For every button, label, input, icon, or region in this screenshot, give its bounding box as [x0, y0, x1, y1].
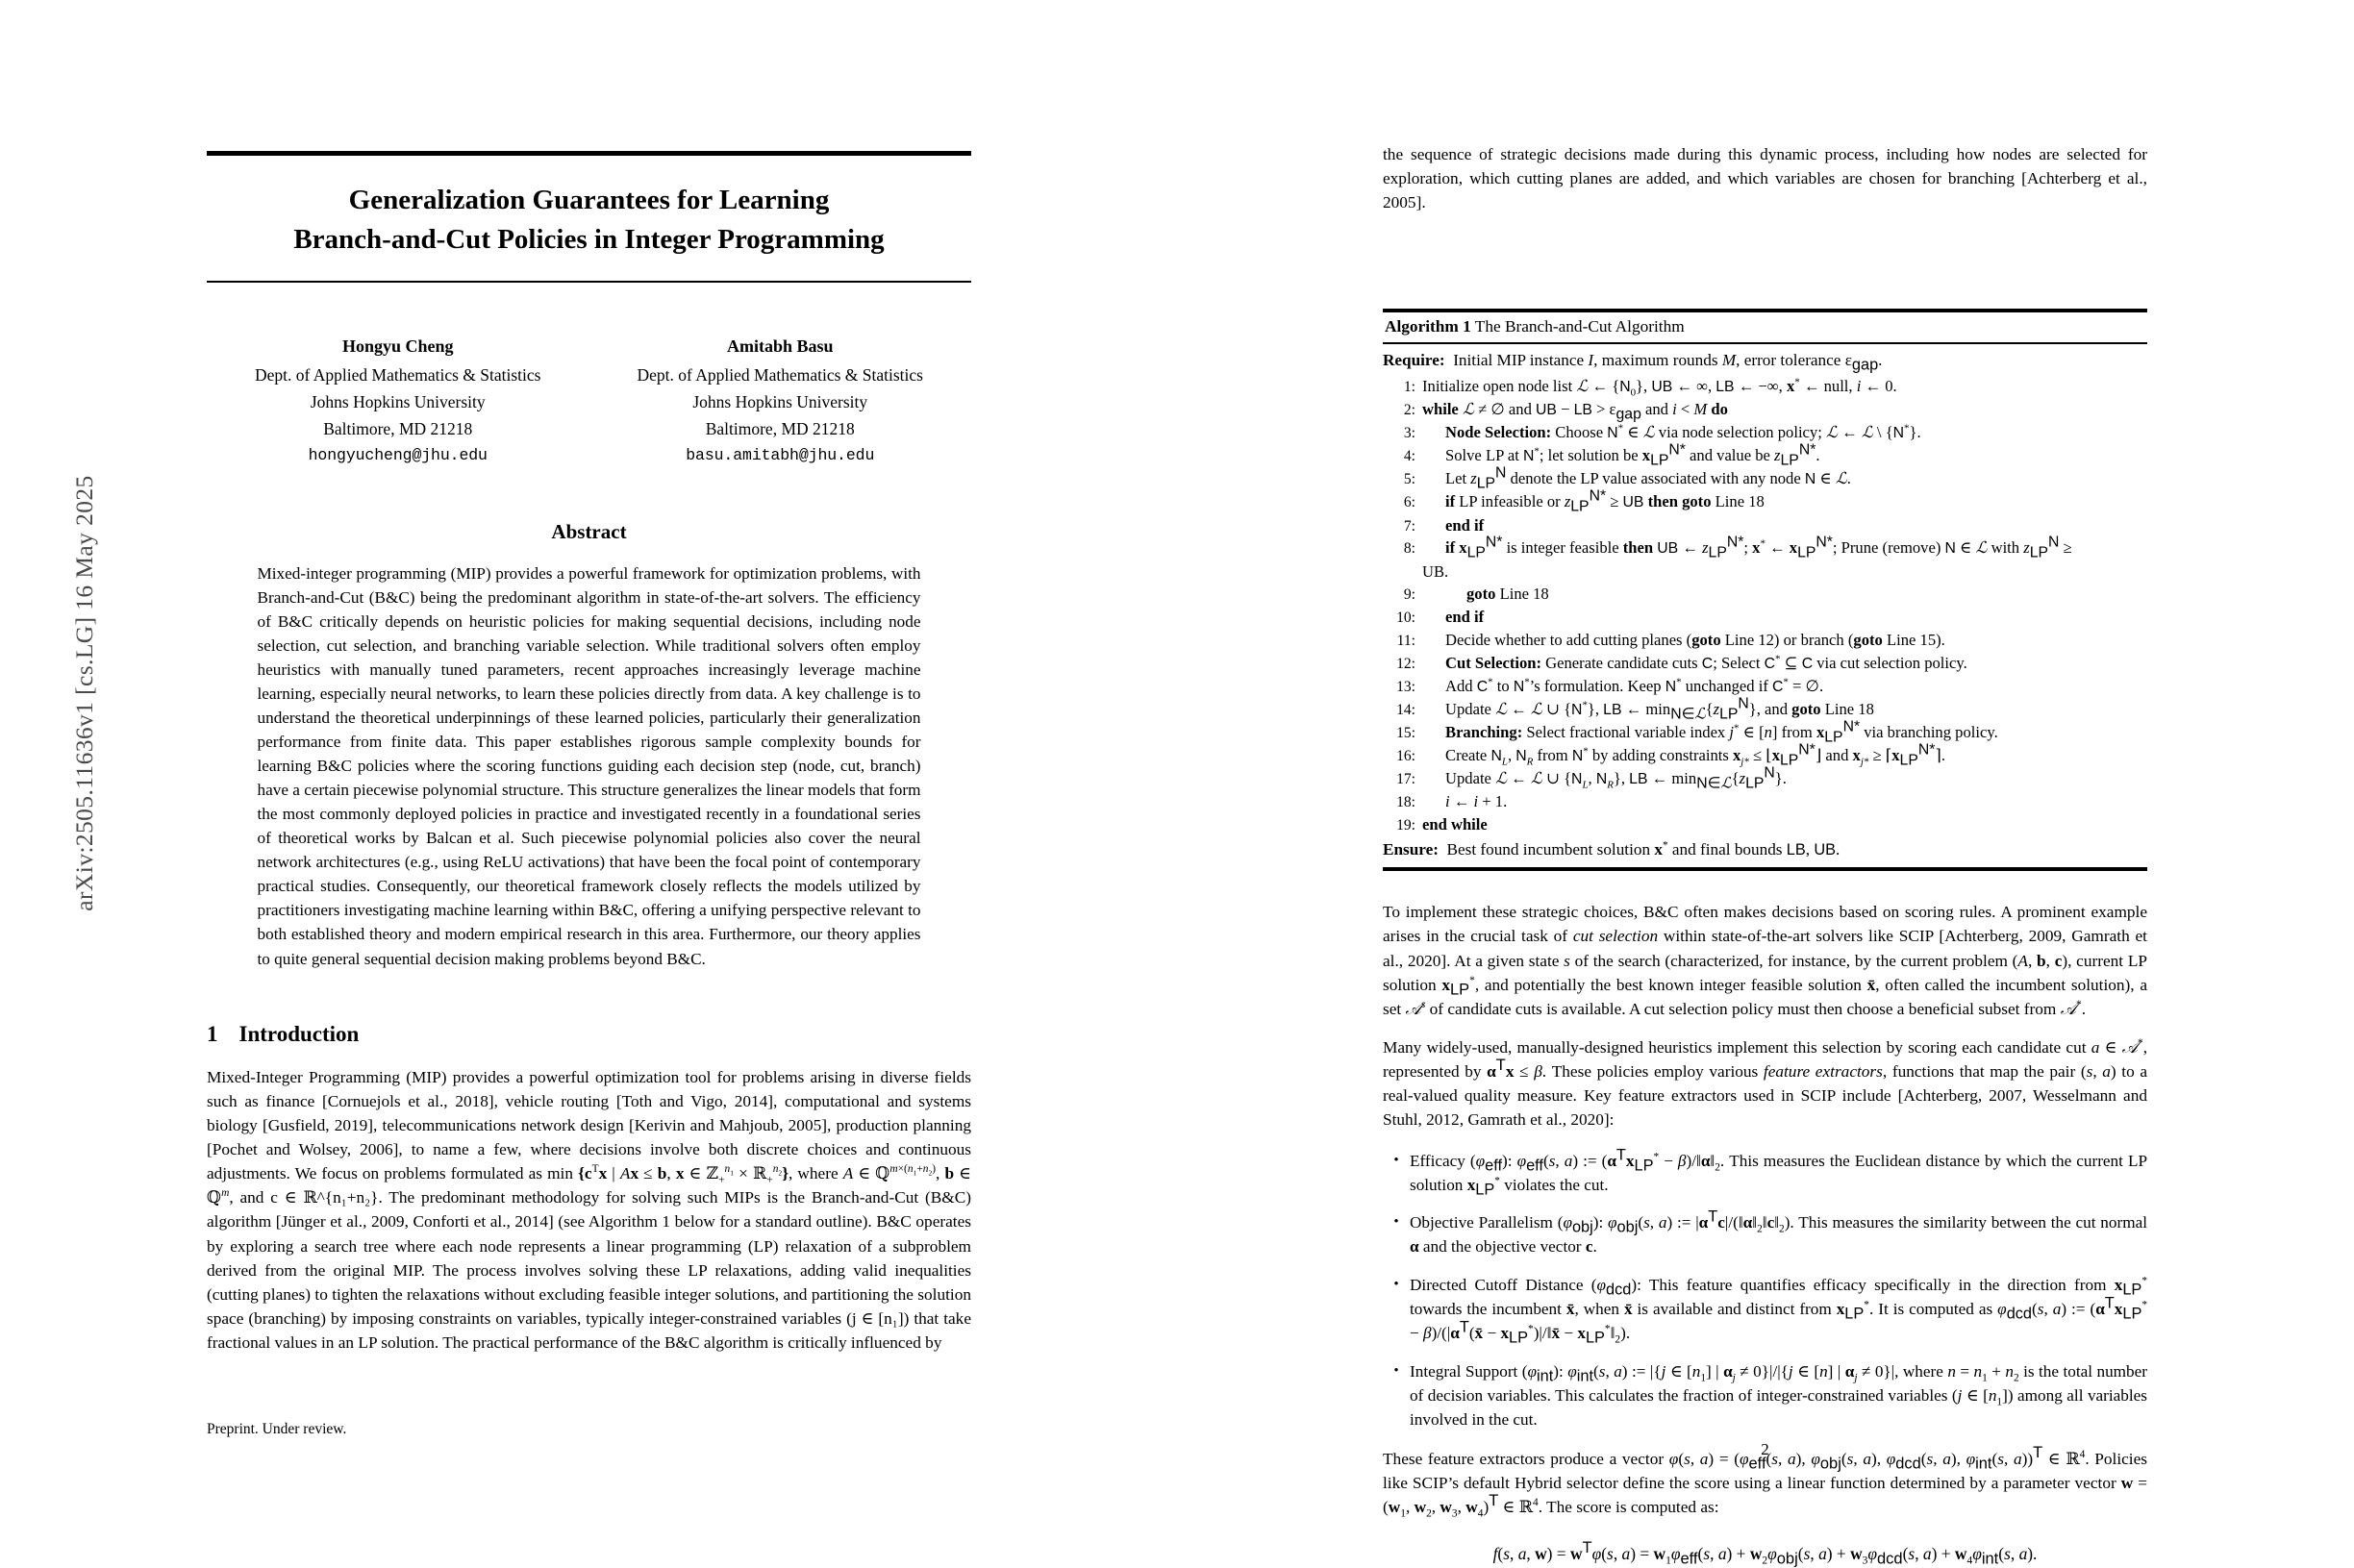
title-rule-bottom — [207, 281, 971, 283]
line-text: end if — [1445, 515, 1485, 535]
introduction-paragraph — [207, 1065, 971, 1356]
algorithm-require-line — [1383, 347, 2147, 375]
abstract-text: Mixed-integer programming (MIP) provides a powerful framework for optimization problems, with Branch-and-Cut (B&C) being the predominant algorithm in state-of-the-art solvers. The efficiency of B&C critically depends on heuristic policies for making sequential decisions, including node selection, cut selection, and branching variable selection. While traditional solvers often employ heuristics with manually tuned parameters, recent approaches increasingly leverage machine learning, especially neural networks, to learn these policies directly from data. A key challenge is to understand the theoretical underpinnings of these learned policies, particularly their generalization performance from finite data. This paper establishes rigorous sample complexity bounds for learning B&C policies where the scoring functions guiding each decision step (node, cut, branch) have a certain piecewise polynomial structure. This structure generalizes the linear models that form the most commonly deployed policies in practice and investigated recently in a foundational series of theoretical works by Balcan et al. Such piecewise polynomial policies also cover the neural network architectures (e.g., using ReLU activations) that have been the focal point of contemporary practical studies. Consequently, our theoretical framework closely reflects the models utilized by practitioners investigating machine learning within B&C, offering a unifying perspective relevant to both established theory and modern empirical research in this area. Furthermore, our theory applies to quite general sequential decision making problems beyond B&C. — [257, 564, 921, 968]
author-university: Johns Hopkins University — [692, 391, 868, 411]
author-address: Baltimore, MD 21218 — [705, 419, 855, 439]
list-item — [1383, 1207, 2147, 1259]
algorithm-line — [1383, 629, 2147, 652]
author-email[interactable]: basu.amitabh@jhu.edu — [686, 445, 875, 464]
line-number: 19: — [1396, 817, 1415, 834]
score-equation: f(s, a, $w) = w^T\varphi(s$, $a) = w_1\varphi_{eff}(s$, $a) + w_2\varphi_{obj}(s$, $a) + w_3\varphi_{dcd}(s$, $a) + w_4\varphi_{int}(s$, a). — [1492, 1538, 2038, 1568]
algorithm-line — [1383, 790, 2147, 813]
section-heading-introduction — [207, 1022, 971, 1047]
line-number: 1: — [1403, 378, 1415, 395]
bullet-text: Integral Support $(\varphi_{int})$: $\varphi_{int}(s$, a) := |{j ∈ $[n_1]$ | $\alpha_j \ne 0\}|/|\{j$ ∈ [n] | $\alpha_j \ne 0\}|$, where $n = n_1 + n_2$ is the total number of decision variables. This calculates the fraction of integer-constrained variables (j ∈ $[n_1]$) among all variables involved in the cut. — [1410, 1362, 2147, 1430]
line-text: Create $N_L$, $N_R$ from N* by adding constraints $x_{j*}$ ≤ $⌊x_{LP}^{N*}⌋$ and $x_{j*}$ ≥ $⌈x_{LP}^{N*}⌉$. — [1445, 741, 1945, 769]
bullet-icon: • — [1393, 1277, 1399, 1293]
bullet-text: Directed Cutoff Distance $(\varphi_{dcd})$: This feature quantifies efficacy specifically in the direction from $x_{LP}^*$ towards the incumbent x̄, when x̄ is available and distinct from $x_{LP}^*$. It is computed as $\varphi_{dcd}(s$, a) := ($\alpha^Tx_{LP}^*$ − $\beta)/(|\alpha^T(x̄$ − $x_{LP}^*)|/‖x̄$ − $x_{LP}^*‖_2$). — [1410, 1275, 2148, 1347]
scoring-rules-paragraph: To implement these strategic choices, B&C often makes decisions based on scoring rules. A prominent example arises in the crucial task of cut selection within state-of-the-art solvers like SCIP [Achterberg, 2009, Gamrath et al., 2020]. At a given state s of the search (characterized, for instance, by the current problem (A, b, c), current LP solution $x_{LP}^*$, and potentially the best known integer feasible solution x̄, often called the incumbent solution), a set 𝒜$^s$ of candidate cuts is available. A cut selection policy must then choose a beneficial subset from 𝒜*. — [1383, 903, 2147, 1018]
algorithm-line — [1383, 464, 2147, 492]
author-address: Baltimore, MD 21218 — [323, 419, 473, 439]
line-text: Initialize open node list ℒ ← $\{N_0\}$, UB ← ∞, LB ← −∞, x* ← null, i ← 0. — [1422, 376, 1897, 399]
line-number: 12: — [1396, 655, 1415, 672]
author-university: Johns Hopkins University — [310, 391, 486, 411]
bullet-icon: • — [1393, 1214, 1399, 1231]
bullet-icon: • — [1393, 1363, 1399, 1380]
author-email[interactable]: hongyucheng@jhu.edu — [308, 445, 488, 464]
right-column — [1383, 0, 2148, 1568]
author-name: Hongyu Cheng — [341, 336, 454, 357]
line-text: Solve LP at N*; let solution be $x_{LP}^{N*}$ and value be $z_{LP}^{N*}$. — [1445, 441, 1820, 469]
list-item — [1383, 1274, 2147, 1346]
line-text: Update ℒ ← ℒ ∪ {N*}, LB ← $\min_{N\in ℒ}\{z_{LP}^N\}$, and goto Line 18 — [1445, 695, 1874, 723]
line-number: 17: — [1396, 771, 1415, 788]
line-number: 4: — [1403, 448, 1415, 465]
section-number: 1 — [207, 1021, 218, 1046]
bullet-icon: • — [1393, 1152, 1399, 1168]
line-text: if LP infeasible or $z_{LP}^{N*}$ ≥ UB then goto Line 18 — [1445, 487, 1765, 515]
line-number: 18: — [1396, 794, 1415, 811]
line-number: 8: — [1403, 540, 1415, 558]
line-text: Cut Selection: Generate candidate cuts C; Select C* ⊆ C via cut selection policy. — [1445, 653, 1967, 672]
author-dept: Dept. of Applied Mathematics & Statistics — [255, 364, 541, 385]
title-line-2: Branch-and-Cut Policies in Integer Programming — [293, 224, 885, 256]
require-label: Require: — [1383, 350, 1445, 369]
line-number: 9: — [1403, 585, 1415, 603]
list-item — [1383, 1145, 2148, 1198]
algorithm-line — [1383, 718, 2147, 746]
line-number: 5: — [1403, 471, 1415, 488]
algorithm-line — [1383, 764, 2147, 792]
author-entry — [589, 333, 972, 468]
line-number: 7: — [1403, 517, 1415, 535]
algorithm-label: Algorithm 1 — [1385, 317, 1471, 336]
algorithm-line — [1383, 441, 2147, 469]
line-number: 6: — [1403, 494, 1415, 511]
section-title: Introduction — [238, 1021, 360, 1046]
line-number: 2: — [1403, 401, 1415, 418]
algorithm-line — [1383, 813, 2147, 836]
title-block — [207, 151, 971, 283]
algorithm-line — [1383, 652, 2147, 675]
vector-paragraph: These feature extractors produce a vector φ(s, $a) = (\varphi_{eff}(s$, a), $\varphi_{obj}(s$, a), $\varphi_{dcd}(s$, a), $\varphi_{int}(s$, a))$^T$ ∈ ℝ$^4$. Policies like SCIP’s default Hybrid selector define the score using a linear function determined by a parameter vector $w = (w_1$, $w_2$, $w_3$, $w_4)^T$ ∈ ℝ$^4$. The score is computed as: — [1383, 1444, 2148, 1520]
page-title — [207, 156, 971, 281]
line-number: 15: — [1396, 725, 1415, 742]
abstract-heading: Abstract — [551, 520, 627, 544]
algorithm-line — [1383, 375, 2147, 398]
intro-text-part-1: Mixed-Integer Programming (MIP) provides a powerful optimization tool for problems arising in diverse fields such as finance [Cornuejols et al., 2018], vehicle routing [Toth and Vigo, 2014], computational and systems biology [Gusfield, 2019], telecommunications network design [Kerivin and Mahjoub, 2005], production planning [Pochet and Wolsey, 2006], to name a few, where decisions involve both discrete choices and continuous adjustments. We focus on problems formulated as min — [207, 1067, 971, 1183]
bullet-text: Objective Parallelism $(\varphi_{obj})$: $\varphi_{obj}(s$, a) := $|\alpha^Tc|/(‖\alpha‖_2‖c‖_2)$. This measures the similarity between the cut normal α and the objective vector c. — [1410, 1207, 2147, 1257]
line-text: Node Selection: Choose N* ∈ ℒ via node selection policy; ℒ ← ℒ \ {N*}. — [1445, 422, 1921, 441]
line-text: Update ℒ ← ℒ ∪ {$N_L$, $N_R$}, LB ← $\min_{N\in ℒ}\{z_{LP}^N\}$. — [1445, 764, 1787, 792]
intro-text-part-2: and c ∈ ℝ^{n₁+n₂}. The predominant methodology for solving such MIPs is the Branch-and-Cut (B&C) algorithm [Jünger et al., 2009, Conforti et al., 2014] (see Algorithm 1 below for a standard outline). B&C operates by exploring a search tree where each node represents a linear programming (LP) relaxation of a subproblem derived from the original MIP. The process involves solving these LP relaxations, adding valid inequalities (cutting planes) to tighten the relaxations without excluding feasible integer solutions, and partitioning the solution space (branching) by imposing constraints on variables, typically integer-constrained variables (j ∈ [n₁]) that take fractional values in an LP solution. The practical performance of the B&C algorithm is critically influenced by — [207, 1188, 971, 1353]
line-text: Add C* to N*’s formulation. Keep N* unchanged if C* = ∅. — [1445, 676, 1824, 695]
left-column — [207, 0, 971, 1355]
line-number: 14: — [1396, 701, 1415, 718]
heuristics-paragraph: Many widely-used, manually-designed heuristics implement this selection by scoring each candidate cut a ∈ 𝒜*, represented by $\alpha^Tx \le \beta$. These policies employ various feature extractors, functions that map the pair (s, a) to a real-valued quality measure. Key feature extractors used in SCIP include [Achterberg, 2007, Wesselmann and Stuhl, 2012, Gamrath et al., 2020]: — [1383, 1037, 2148, 1130]
algorithm-body — [1383, 344, 2147, 868]
algorithm-line — [1383, 675, 2147, 698]
algorithm-line — [1383, 741, 2147, 769]
line-text: Let $z_{LP}^N$ denote the LP value associated with any node N ∈ ℒ. — [1445, 464, 1851, 492]
title-line-1: Generalization Guarantees for Learning — [348, 185, 830, 215]
line-text: while ℒ ≠ ∅ and UB − LB > $\varepsilon_{gap}$ and i < M do — [1422, 399, 1728, 423]
list-item — [1383, 1360, 2147, 1432]
line-text: end while — [1422, 815, 1488, 834]
author-name: Amitabh Basu — [726, 336, 834, 357]
algorithm-ensure-line — [1383, 836, 2147, 864]
algorithm-line — [1383, 421, 2147, 444]
line-number: 16: — [1396, 747, 1415, 764]
algorithm-line — [1383, 398, 2147, 421]
ensure-text: Best found incumbent solution x* and final bounds LB, UB. — [1442, 839, 1841, 859]
algorithm-name: The Branch-and-Cut Algorithm — [1474, 317, 1685, 336]
line-number: 10: — [1396, 609, 1415, 626]
author-dept: Dept. of Applied Mathematics & Statistics — [637, 364, 923, 385]
line-text: if $x_{LP}^{N*}$ is integer feasible then UB ← $z_{LP}^{N*}$; x* ← $x_{LP}^{N*}$; Prune (remove) N ∈ ℒ with $z_{LP}^N$ ≥ UB. — [1422, 534, 2072, 581]
line-text: Branching: Select fractional variable index j* ∈ [n] from $x_{LP}^{N*}$ via branching policy. — [1445, 718, 1998, 746]
bullet-text: Efficacy $(\varphi_{eff})$: $\varphi_{eff}(s$, a) := ($\alpha^Tx_{LP}^*$ − $\beta)/‖\alpha‖_2$. This measures the Euclidean distance by which the current LP solution $x_{LP}^*$ violates the cut. — [1410, 1145, 2148, 1198]
right-top-paragraph: the sequence of strategic decisions made during this dynamic process, including how nodes are selected for exploration, which cutting planes are added, and which variables are chosen for branching [Achterberg et al., 2005]. — [1383, 145, 2147, 212]
arxiv-identifier-stamp: arXiv:2505.11636v1 [cs.LG] 16 May 2025 — [70, 475, 98, 911]
algorithm-line — [1383, 695, 2147, 723]
line-number: 11: — [1396, 632, 1415, 649]
require-text: Initial MIP instance I, maximum rounds M, error tolerance $\varepsilon_{gap}$. — [1448, 350, 1883, 373]
algorithm-line — [1383, 583, 2147, 606]
line-text: Decide whether to add cutting planes (goto Line 12) or branch (goto Line 15). — [1445, 630, 1945, 649]
preprint-footnote: Preprint. Under review. — [207, 1421, 347, 1437]
algorithm-line — [1383, 606, 2147, 629]
algorithm-rule-bottom — [1383, 867, 2147, 871]
intro-inline-formula: {$c^Tx$ | Ax ≤ b, x ∈ ℤ$_+^{n_1}$ × ℝ$_+^{n_2}$}, where A ∈ ℚ$^{m\times(n_1+n_2)}$, b ∈ ℚ$^m$, — [207, 1163, 971, 1207]
line-text: i ← i + 1. — [1445, 792, 1508, 811]
algorithm-line — [1383, 514, 2147, 537]
author-entry — [207, 333, 589, 468]
line-text: end if — [1445, 607, 1485, 626]
algorithm-line — [1383, 536, 2147, 582]
feature-extractor-list — [1383, 1145, 2148, 1432]
line-text: goto Line 18 — [1466, 584, 1549, 603]
algorithm-box — [1383, 309, 2147, 871]
line-number: 3: — [1403, 424, 1415, 441]
algorithm-title — [1383, 312, 2147, 341]
line-number: 13: — [1396, 678, 1415, 695]
author-block — [207, 333, 971, 468]
page-number: 2 — [1761, 1440, 1769, 1458]
ensure-label: Ensure: — [1383, 840, 1439, 859]
algorithm-line — [1383, 487, 2147, 515]
